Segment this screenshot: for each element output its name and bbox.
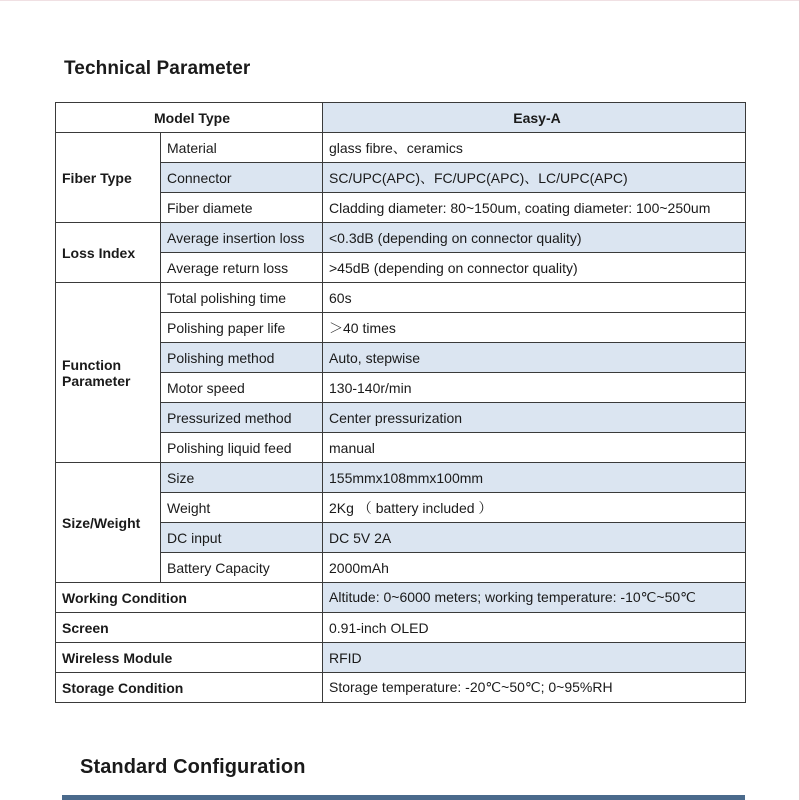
param-value: SC/UPC(APC)、FC/UPC(APC)、LC/UPC(APC) <box>323 163 746 193</box>
technical-parameter-table <box>55 102 746 703</box>
param-label: DC input <box>161 523 323 553</box>
group-label-loss-index: Loss Index <box>56 223 161 283</box>
group-label-function-parameter: Function Parameter <box>56 283 161 463</box>
table-row <box>56 613 746 643</box>
table-row <box>56 133 746 163</box>
param-value: >45dB (depending on connector quality) <box>323 253 746 283</box>
param-value: manual <box>323 433 746 463</box>
param-value: 155mmx108mmx100mm <box>323 463 746 493</box>
table-row <box>56 283 746 313</box>
param-value: Center pressurization <box>323 403 746 433</box>
param-label: Total polishing time <box>161 283 323 313</box>
wireless-module-value: RFID <box>323 643 746 673</box>
table-row <box>56 223 746 253</box>
param-label: Motor speed <box>161 373 323 403</box>
group-label-size-weight: Size/Weight <box>56 463 161 583</box>
wireless-module-label: Wireless Module <box>56 643 323 673</box>
table-header-row <box>56 103 746 133</box>
param-label: Connector <box>161 163 323 193</box>
table-row <box>56 673 746 703</box>
param-label: Polishing liquid feed <box>161 433 323 463</box>
param-label: Battery Capacity <box>161 553 323 583</box>
model-name-header: Easy-A <box>323 103 746 133</box>
param-value: Auto, stepwise <box>323 343 746 373</box>
standard-configuration-title: Standard Configuration <box>80 756 306 778</box>
param-value: DC 5V 2A <box>323 523 746 553</box>
param-value: <0.3dB (depending on connector quality) <box>323 223 746 253</box>
param-label: Average insertion loss <box>161 223 323 253</box>
param-value: ＞40 times <box>323 313 746 343</box>
param-label: Pressurized method <box>161 403 323 433</box>
param-value: 130-140r/min <box>323 373 746 403</box>
param-label: Material <box>161 133 323 163</box>
param-label: Polishing method <box>161 343 323 373</box>
screen-label: Screen <box>56 613 323 643</box>
screen-value: 0.91-inch OLED <box>323 613 746 643</box>
storage-condition-label: Storage Condition <box>56 673 323 703</box>
group-label-fiber-type: Fiber Type <box>56 133 161 223</box>
technical-parameter-title: Technical Parameter <box>64 58 251 79</box>
working-condition-value: Altitude: 0~6000 meters; working temperature: -10℃~50℃ <box>323 583 746 613</box>
param-label: Average return loss <box>161 253 323 283</box>
page-top-edge <box>0 0 800 1</box>
configuration-table-top-edge <box>62 795 745 800</box>
param-value: 2000mAh <box>323 553 746 583</box>
param-value: Cladding diameter: 80~150um, coating diameter: 100~250um <box>323 193 746 223</box>
storage-condition-value: Storage temperature: -20℃~50℃; 0~95%RH <box>323 673 746 703</box>
param-label: Size <box>161 463 323 493</box>
param-value: 60s <box>323 283 746 313</box>
param-label: Weight <box>161 493 323 523</box>
param-value: 2Kg （ battery included ） <box>323 493 746 523</box>
model-type-header: Model Type <box>56 103 323 133</box>
table-row <box>56 463 746 493</box>
param-label: Polishing paper life <box>161 313 323 343</box>
table-row <box>56 583 746 613</box>
param-label: Fiber diamete <box>161 193 323 223</box>
table-row <box>56 643 746 673</box>
working-condition-label: Working Condition <box>56 583 323 613</box>
param-value: glass fibre、ceramics <box>323 133 746 163</box>
